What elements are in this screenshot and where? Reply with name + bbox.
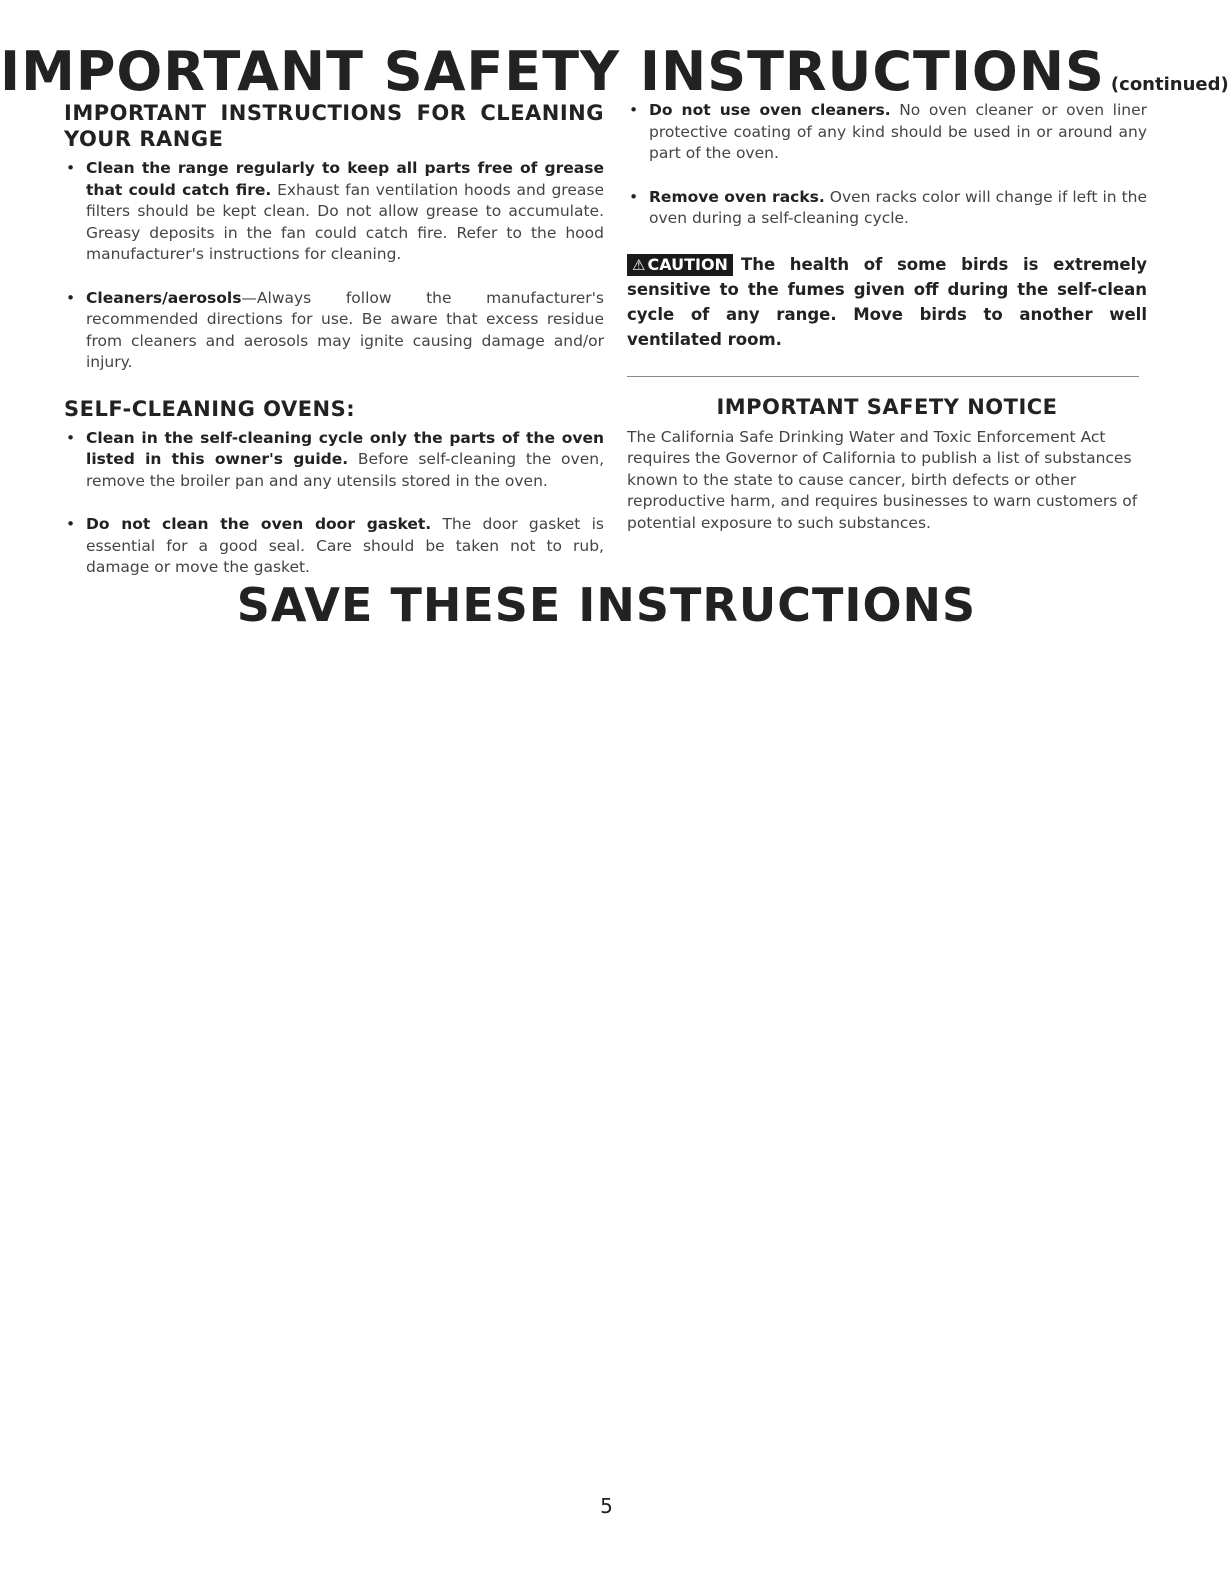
item-text: Exhaust fan ventilation hoods and grease filters should be kept clean. Do not allow grease to accumulate. Greasy deposits in the fan could catch fire. Refer to the hood manufacturer's instructions for cleaning. [86,180,604,263]
cleaning-heading: IMPORTANT INSTRUCTIONS FOR CLEANING YOUR RANGE [64,101,604,151]
list-item [627,100,1147,165]
caution-text: The health of some birds is extremely sensitive to the fumes given off during the self-clean cycle of any range. Move birds to another well ventilated room. [627,254,1147,349]
oven-list [627,100,1147,230]
page-title-text: IMPORTANT SAFETY INSTRUCTIONS [0,40,1105,103]
left-column [64,100,604,601]
item-lead: Do not clean the oven door gasket. [86,515,432,533]
divider [627,376,1139,377]
item-text: No oven cleaner or oven liner protective coating of any kind should be used in or around any part of the oven. [649,101,1147,162]
bullet-icon: • [66,159,76,177]
selfclean-list [64,428,604,579]
list-item [64,428,604,493]
bullet-icon: • [629,187,639,206]
cleaning-list [64,158,604,374]
notice-heading: IMPORTANT SAFETY NOTICE [716,394,1058,419]
continued-label: (continued) [1110,74,1229,95]
item-text: Oven racks color will change if left in the oven during a self-cleaning cycle. [649,187,1148,227]
save-instructions-title: SAVE THESE INSTRUCTIONS [236,578,977,632]
list-item [627,187,1147,230]
item-lead: Remove oven racks. [649,187,825,206]
selfclean-heading: SELF-CLEANING OVENS: [64,396,356,421]
bullet-icon: • [66,428,76,447]
item-text: —Always follow the manufacturer's recommended directions for use. Be aware that excess residue from cleaners and aerosols may ignite causing damage and/or injury. [86,288,604,371]
item-lead: Clean the range regularly to keep all parts free of grease that could catch fire. [86,159,604,199]
item-text: The door gasket is essential for a good seal. Care should be taken not to rub, damage or move the gasket. [86,515,604,576]
item-text: Before self-cleaning the oven, remove the broiler pan and any utensils stored in the oven. [86,450,604,490]
warning-triangle-icon: ⚠ [632,255,646,274]
list-item [64,158,604,266]
page-number: 5 [600,1494,613,1518]
item-lead: Cleaners/aerosols [86,288,242,307]
notice-body: The California Safe Drinking Water and Toxic Enforcement Act requires the Governor of California to publish a list of substances known to the state to cause cancer, birth defects or other reproductive harm, and requires businesses to warn customers of potential exposure to such substances. [627,427,1138,532]
list-item [64,514,604,579]
caution-badge [627,254,733,276]
item-lead: Clean in the self-cleaning cycle only the parts of the oven listed in this owner's guide. [86,428,604,468]
page-title [0,40,1229,103]
list-item [64,288,604,374]
bullet-icon: • [629,101,639,119]
right-column [627,100,1147,534]
caution-block [627,252,1147,352]
caution-label-text: CAUTION [647,254,728,274]
bullet-icon: • [66,288,76,307]
bullet-icon: • [66,515,76,533]
item-lead: Do not use oven cleaners. [649,101,891,119]
